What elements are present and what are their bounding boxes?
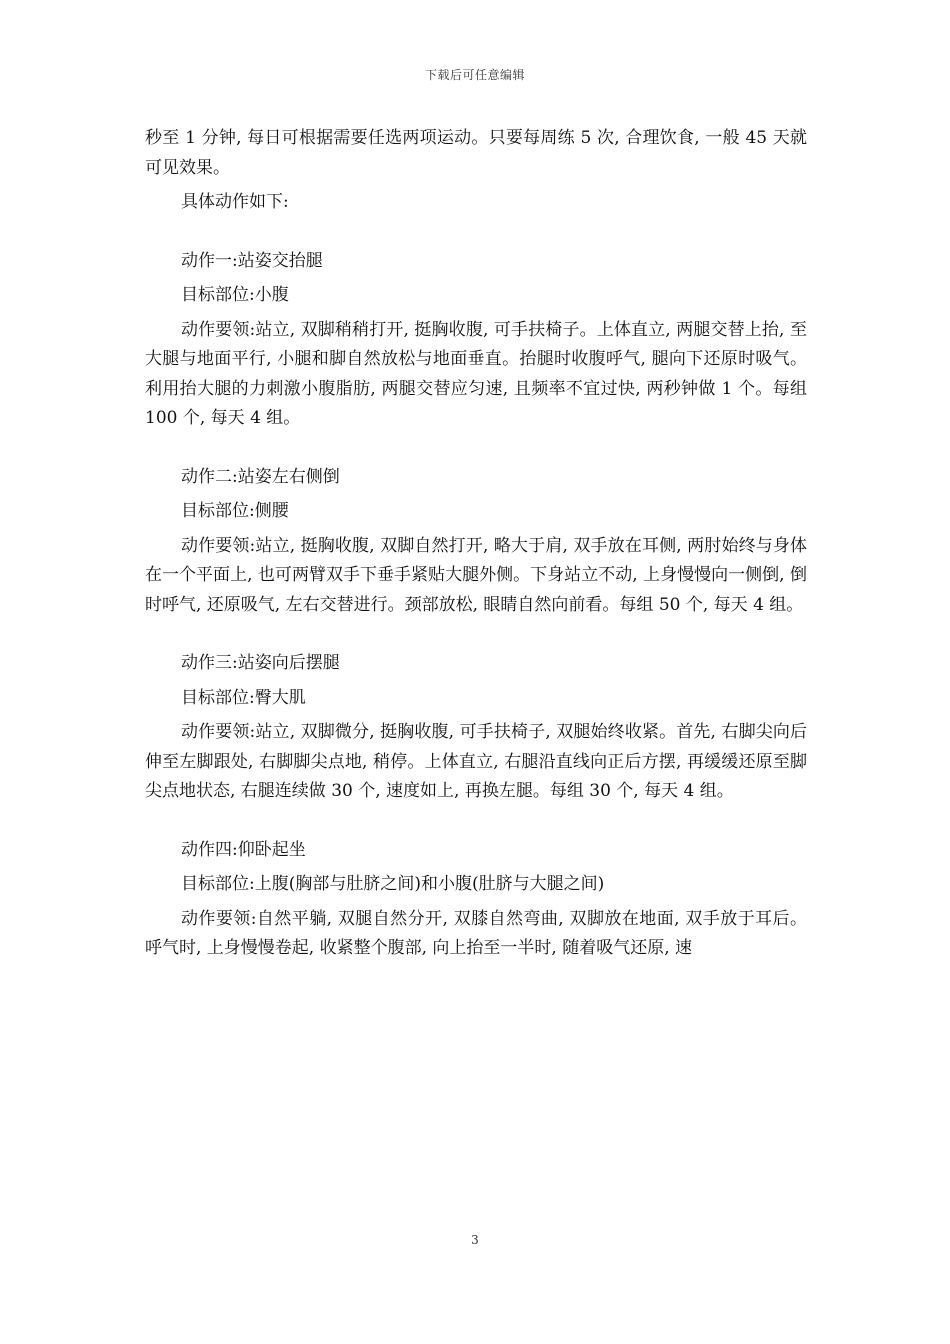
- intro-paragraph: 秒至 1 分钟, 每日可根据需要任选两项运动。只要每周练 5 次, 合理饮食, 一般 45 天就可见效果。: [145, 128, 807, 178]
- action-essentials: 动作要领:站立, 挺胸收腹, 双脚自然打开, 略大于肩, 双手放在耳侧, 两肘始终与身体在一个平面上, 也可两臂双手下垂手紧贴大腿外侧。下身站立不动, 上身慢慢向一侧倒, 倒时呼气, 还原吸气, 左右交替进行。颈部放松, 眼睛自然向前看。每组 50 个, 每天 4 组。: [145, 535, 807, 615]
- action-block: [145, 836, 807, 964]
- action-title: 动作四:仰卧起坐: [181, 839, 306, 860]
- action-target: 目标部位:侧腰: [181, 501, 289, 521]
- page-number: 3: [471, 1233, 479, 1247]
- document-body: [145, 124, 807, 964]
- action-target: 目标部位:上腹(胸部与肚脐之间)和小腹(肚脐与大腿之间): [181, 874, 605, 894]
- action-essentials: 动作要领:站立, 双脚稍稍打开, 挺胸收腹, 可手扶椅子。上体直立, 两腿交替上抬, 至大腿与地面平行, 小腿和脚自然放松与地面垂直。抬腿时收腹呼气, 腿向下还原时吸气。利用抬大腿的力刺激小腹脂肪, 两腿交替应匀速, 且频率不宜过快, 两秒钟做 1 个。每组 100 个, 每天 4 组。: [145, 319, 807, 428]
- action-block: [145, 247, 807, 434]
- action-title: 动作二:站姿左右侧倒: [181, 466, 340, 487]
- action-block: [145, 463, 807, 621]
- details-heading: 具体动作如下:: [181, 192, 289, 212]
- page-header: 下载后可任意编辑: [424, 68, 525, 82]
- action-title: 动作三:站姿向后摆腿: [181, 653, 340, 673]
- action-target: 目标部位:臀大肌: [181, 687, 306, 708]
- action-block: [145, 649, 807, 807]
- action-target: 目标部位:小腹: [181, 285, 289, 305]
- action-essentials: 动作要领:站立, 双脚微分, 挺胸收腹, 可手扶椅子, 双腿始终收紧。首先, 右脚尖向后伸至左脚跟处, 右脚脚尖点地, 稍停。上体直立, 右腿沿直线向正后方摆, 再缓缓还原至脚尖点地状态, 右腿连续做 30 个, 速度如上, 再换左腿。每组 30 个, 每天 4 组。: [145, 722, 807, 801]
- action-essentials: 动作要领:自然平躺, 双腿自然分开, 双膝自然弯曲, 双脚放在地面, 双手放于耳后。呼气时, 上身慢慢卷起, 收紧整个腹部, 向上抬至一半时, 随着吸气还原, 速: [145, 908, 807, 958]
- action-title: 动作一:站姿交抬腿: [181, 250, 323, 271]
